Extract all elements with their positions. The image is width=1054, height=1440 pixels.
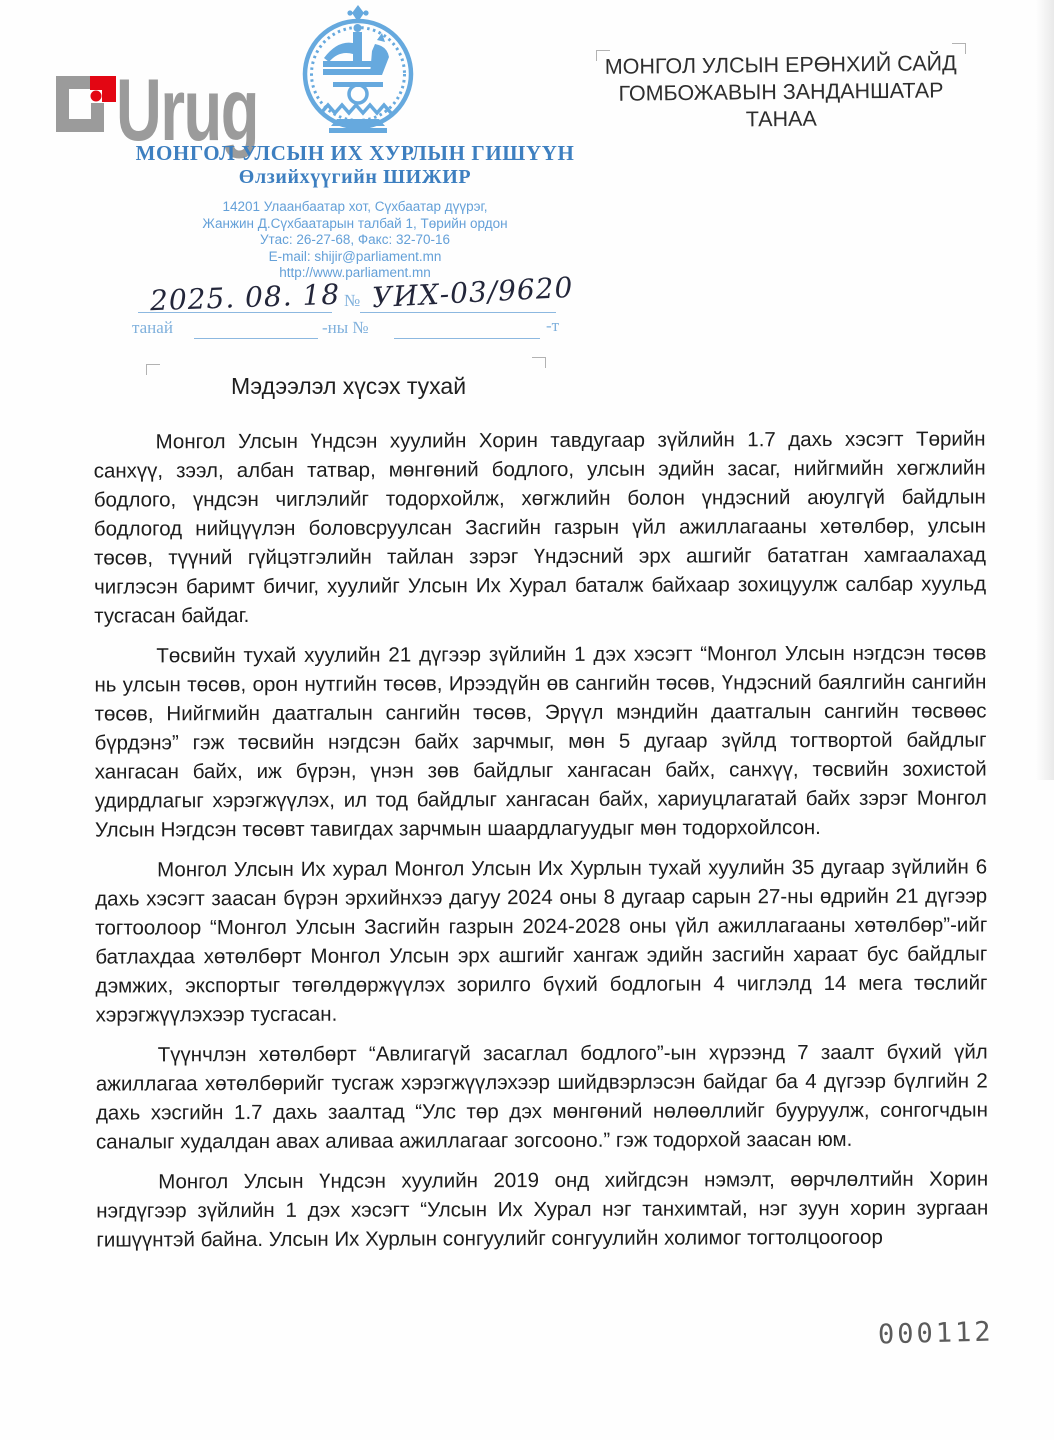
address-line: E-mail: shijir@parliament.mn (268, 248, 442, 264)
address-line: Утас: 26-27-68, Факс: 32-70-16 (259, 232, 451, 247)
sender-member-name: Өлзийхүүгийн ШИЖИР (238, 166, 472, 188)
scan-edge-shadow (1036, 0, 1054, 780)
recipient-line-1: МОНГОЛ УЛСЫН ЕРӨНХИЙ САЙД (604, 51, 957, 79)
your-ref-prefix: танай (132, 318, 173, 337)
corner-mark-subject-left (146, 364, 160, 375)
your-ref-middle: -ны № (322, 318, 369, 337)
state-emblem-icon (287, 4, 429, 136)
body-paragraph: Монгол Улсын Их хурал Монгол Улсын Их Хурлын тухай хуулийн 35 дугаар зүйлийн 6 дахь хэсэгт заасан бүрэн эрхийнхээ дагуу 2024 оны 8 дугаар сарын 27-ны өдрийн 21 дүгээр тогтоолоор “Монгол Улсын Засгийн газрын 2024-2028 оны үйл ажиллагааны хөтөлбөр”-ийг батлахдаа хөтөлбөрт Монгол Улсын эрх ашгийг хангаж эдийн засгийн хараат бус байдлыг дэмжих, экспортыг төгөлдөржүүлэх зорилго бүхий бодлогын 4 чиглэлд 14 мега төслийг хэрэгжүүлэхээр тусгасан. (95, 855, 988, 1027)
recipient-block (592, 50, 971, 135)
recipient-line-3: ТАНАА (745, 106, 817, 132)
subject-title: Мэдээлэл хүсэх тухай (231, 373, 467, 399)
address-line: http://www.parliament.mn (279, 265, 431, 280)
handwritten-date: 2025. 08. 18 (149, 277, 341, 318)
your-ref-underline-2 (394, 338, 540, 339)
your-ref-suffix: -т (546, 316, 560, 335)
body-paragraph: Түүнчлэн хөтөлбөрт “Авлигагүй засаглал бодлого”-ын хүрээнд 7 заалт бүхий үйл ажиллагаа хөтөлбөрийг тусгаж хэрэгжүүлэхээр шийдвэрлэсэн байдаг ба 4 дүгээр бүлгийн 2 дахь хэсгийн 1.7 дахь заалтад “Улс төр дэх мөнгөний нөлөөллийг бууруулж, сонгогчдын саналыг худалдан авах аливаа ажиллагааг зогсооно.” гэж тодорхой заасан юм. (95, 1040, 988, 1154)
sender-org-name: МОНГОЛ УЛСЫН ИХ ХУРЛЫН ГИШҮҮН (135, 141, 575, 165)
corner-mark-subject-right (532, 357, 546, 368)
recipient-line-2: ГОМБОЖАВЫН ЗАНДАНШАТАР (618, 78, 944, 106)
address-line: 14201 Улаанбаатар хот, Сүхбаатар дүүрэг, (222, 199, 488, 214)
sender-address (75, 199, 635, 282)
body-paragraph: Монгол Улсын Үндсэн хуулийн Хорин тавдугаар зүйлийн 1.7 дахь хэсэгт Төрийн санхүү, зээл, албан татвар, мөнгөний бодлого, улсын эдийн засаг, нийгмийн хөгжлийн бодлого, үндсэн чиглэлийг тодорхойлж, хөгжлийн болон үндэсний аюулгүй байдлын бодлогод нийцүүлэн боловсруулсан Засгийн газрын үйл ажиллагааны хөтөлбөр, улсын төсөв, түүний гүйцэтгэлийн тайлан зэрэг Үндэсний эрх ашгийг бататган хамгаалахад чиглэсэн баримт бичиг, хуулийг Улсын Их Хурал баталж байхаар зохицуулж салбар хуульд тусгасан байдаг. (93, 427, 987, 628)
letter-body (94, 424, 989, 1265)
page-counter-stamp: 000112 (877, 1316, 994, 1351)
body-paragraph: Монгол Улсын Үндсэн хуулийн 2019 онд хийгдсэн нэмэлт, өөрчлөлтийн Хорин нэгдүгээр зүйлийн 1 дэх хэсэгт “Улсын Их Хурал нэг танхимтай, нэг зуун хорин зургаан гишүүнтэй байна. Улсын Их Хурлын сонгуулийг сонгуулийн холимог тогтолцоогоор (96, 1167, 989, 1252)
your-ref-underline-1 (194, 338, 318, 339)
urug-logo-text: Urug (116, 60, 259, 159)
ref-number-label: № (344, 291, 361, 310)
address-line: Жанжин Д.Сүхбаатарын талбай 1, Төрийн ордон (202, 215, 508, 231)
date-underline (138, 312, 332, 313)
ref-number-underline (360, 312, 556, 313)
body-paragraph: Төсвийн тухай хуулийн 21 дүгээр зүйлийн 1 дэх хэсэгт “Монгол Улсын нэгдсэн төсөв нь улсын төсөв, орон нутгийн төсөв, Ирээдүйн өв сангийн төсөв, Үндэсний баялгийн сангийн төсөв, Нийгмийн даатгалын сангийн төсөв, Эрүүл мэндийн даатгалын сангийн төсвөөс бүрдэнэ” гэж төсвийн нэгдсэн байх зарчмыг, мөн 5 дугаар зүйлд тогтвортой байдлыг хангасан байх, иж бүрэн, үнэн зөв байдлыг хангасан байх, санхүү, төсвийн зохистой удирдлагыг хэрэгжүүлэх, ил тод байдлыг хангасан байх, хариуцлагатай байх зэрэг Монгол Улсын Нэгдсэн төсөвт тавигдах зарчмын шаардлагуудыг мөн тодорхойлсон. (94, 641, 987, 842)
handwritten-ref-number: УИХ-03/9620 (371, 270, 575, 315)
urug-logo-icon (56, 74, 118, 134)
